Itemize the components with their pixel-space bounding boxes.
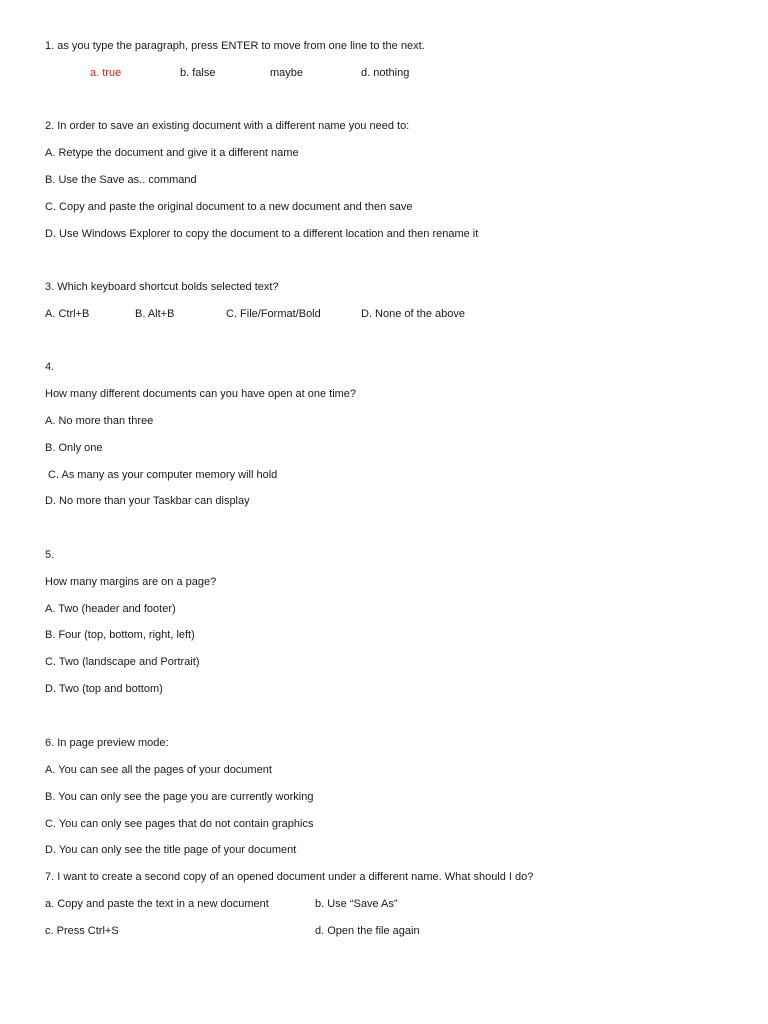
q7-question: 7. I want to create a second copy of an opened document under a different name. What should I do? (45, 871, 534, 883)
q5-question: How many margins are on a page? (45, 576, 217, 588)
q6-option-c: C. You can only see pages that do not contain graphics (45, 818, 314, 830)
q7-option-b: b. Use “Save As” (315, 898, 398, 910)
q4-question: How many different documents can you have open at one time? (45, 388, 357, 400)
q5-number: 5. (45, 549, 55, 561)
q3-option-a: A. Ctrl+B (45, 308, 90, 320)
q1-option-a: a. true (90, 67, 122, 79)
q1-question: 1. as you type the paragraph, press ENTER to move from one line to the next. (45, 40, 425, 52)
q6-option-a: A. You can see all the pages of your document (45, 764, 272, 776)
q4-option-c: C. As many as your computer memory will hold (45, 469, 278, 481)
q5-option-a: A. Two (header and footer) (45, 603, 176, 615)
q7-option-d: d. Open the file again (315, 925, 420, 937)
q4-option-a: A. No more than three (45, 415, 154, 427)
q7-option-c: c. Press Ctrl+S (45, 925, 119, 937)
q2-option-d: D. Use Windows Explorer to copy the document to a different location and then rename it (45, 228, 479, 240)
q6-option-d: D. You can only see the title page of your document (45, 844, 297, 856)
q2-option-b: B. Use the Save as.. command (45, 174, 197, 186)
q3-option-c: C. File/Format/Bold (226, 308, 321, 320)
q1-option-c: maybe (270, 67, 304, 79)
q4-option-b: B. Only one (45, 442, 103, 454)
q1-option-d: d. nothing (361, 67, 410, 79)
q5-option-d: D. Two (top and bottom) (45, 683, 163, 695)
q4-number: 4. (45, 361, 55, 373)
q3-question: 3. Which keyboard shortcut bolds selected text? (45, 281, 279, 293)
q5-option-b: B. Four (top, bottom, right, left) (45, 629, 195, 641)
q7-option-a: a. Copy and paste the text in a new document (45, 898, 269, 910)
q3-option-d: D. None of the above (361, 308, 465, 320)
q6-question: 6. In page preview mode: (45, 737, 169, 749)
q2-option-a: A. Retype the document and give it a different name (45, 147, 299, 159)
q4-option-d: D. No more than your Taskbar can display (45, 495, 250, 507)
q1-option-b: b. false (180, 67, 216, 79)
q2-option-c: C. Copy and paste the original document to a new document and then save (45, 201, 413, 213)
q2-question: 2. In order to save an existing document with a different name you need to: (45, 120, 410, 132)
q3-option-b: B. Alt+B (135, 308, 175, 320)
q6-option-b: B. You can only see the page you are currently working (45, 791, 314, 803)
q5-option-c: C. Two (landscape and Portrait) (45, 656, 200, 668)
